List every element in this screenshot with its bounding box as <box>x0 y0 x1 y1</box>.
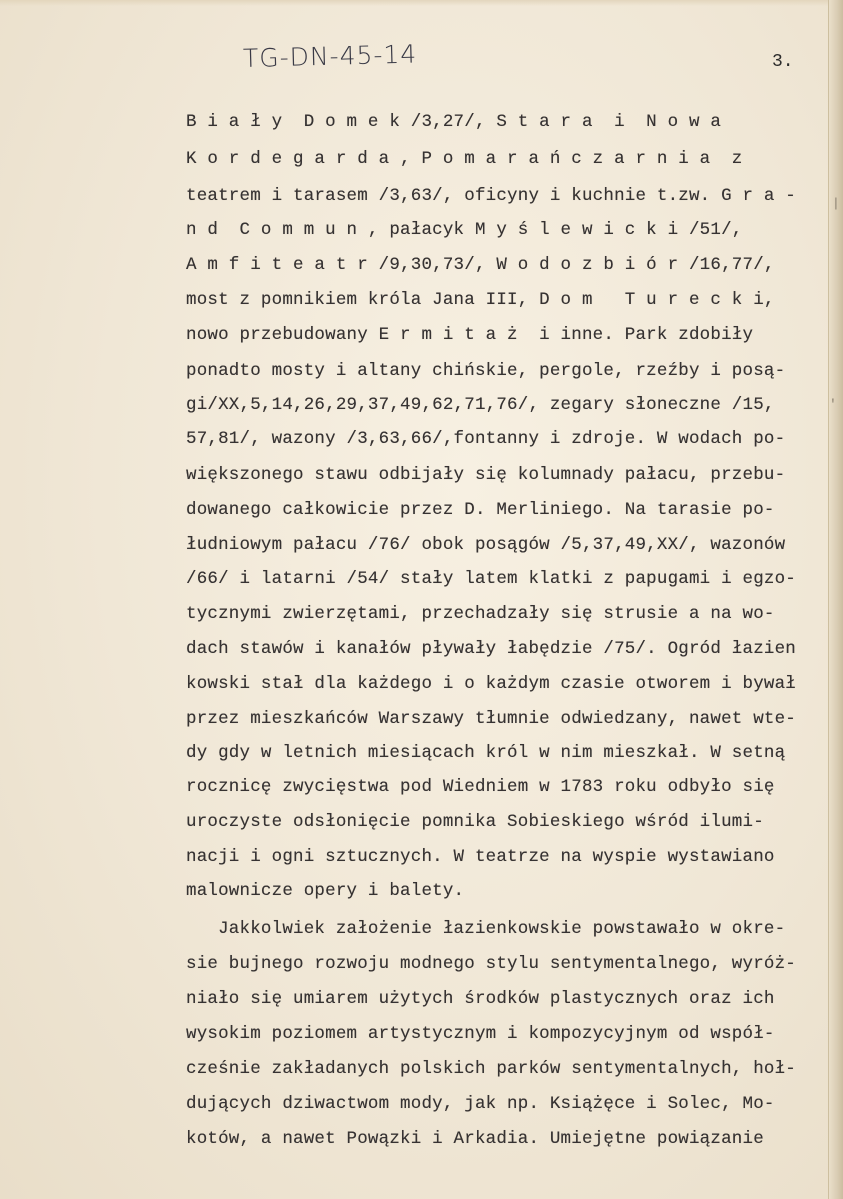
text-line: malownicze opery i balety. <box>186 881 465 901</box>
text-line: /66/ i latarni /54/ stały latem klatki z papugami i egzo- <box>186 569 796 589</box>
text-line: cześnie zakładanych polskich parków sentymentalnych, hoł- <box>186 1059 796 1079</box>
text-line: tycznymi zwierzętami, przechadzały się strusie a na wo- <box>186 604 775 624</box>
page-number: 3. <box>772 52 794 72</box>
text-line: n d C o m m u n , pałacyk M y ś l e w i c k i /51/, <box>186 220 743 240</box>
text-line: ponadto mosty i altany chińskie, pergole, rzeźby i posą- <box>186 361 786 381</box>
text-line: przez mieszkańców Warszawy tłumnie odwiedzany, nawet wte- <box>186 709 796 729</box>
text-line: uroczyste odsłonięcie pomnika Sobieskiego wśród ilumi- <box>186 812 764 832</box>
text-line: wysokim poziomem artystycznym i kompozycyjnym od współ- <box>186 1024 775 1044</box>
text-line: most z pomnikiem króla Jana III, D o m T u r e c k i, <box>186 290 775 310</box>
text-line: Jakkolwiek założenie łazienkowskie powstawało w okre- <box>186 919 786 939</box>
text-line: nacji i ogni sztucznych. W teatrze na wyspie wystawiano <box>186 847 775 867</box>
archive-signature: TG-DN-45-14 <box>242 39 418 73</box>
text-line: gi/XX,5,14,26,29,37,49,62,71,76/, zegary słoneczne /15, <box>186 395 775 415</box>
text-line: kowski stał dla każdego i o każdym czasie otworem i bywał <box>186 674 796 694</box>
page-top-edge <box>0 0 843 6</box>
text-line: dy gdy w letnich miesiącach król w nim mieszkał. W setną <box>186 743 786 763</box>
text-line: dujących dziwactwom mody, jak np. Książęce i Solec, Mo- <box>186 1094 775 1114</box>
text-line: dach stawów i kanałów pływały łabędzie /75/. Ogród łazien <box>186 639 796 659</box>
page-right-edge <box>828 0 843 1199</box>
text-line: łudniowym pałacu /76/ obok posągów /5,37,49,XX/, wazonów <box>186 535 786 555</box>
text-line: sie bujnego rozwoju modnego stylu sentymentalnego, wyróż- <box>186 954 796 974</box>
text-line: nowo przebudowany E r m i t a ż i inne. Park zdobiły <box>186 325 754 345</box>
text-line: kotów, a nawet Powązki i Arkadia. Umiejętne powiązanie <box>186 1129 764 1149</box>
text-line: dowanego całkowicie przez D. Merliniego. Na tarasie po- <box>186 500 775 520</box>
text-line: K o r d e g a r d a , P o m a r a ń c z a r n i a z <box>186 149 743 169</box>
text-line: teatrem i tarasem /3,63/, oficyny i kuchnie t.zw. G r a - <box>186 186 796 206</box>
margin-tick: | <box>832 196 840 211</box>
text-line: 57,81/, wazony /3,63,66/,fontanny i zdroje. W wodach po- <box>186 429 786 449</box>
margin-tick: ' <box>829 397 837 412</box>
text-line: rocznicę zwycięstwa pod Wiedniem w 1783 roku odbyło się <box>186 777 775 797</box>
text-line: większonego stawu odbijały się kolumnady pałacu, przebu- <box>186 465 786 485</box>
text-line: niało się umiarem użytych środków plastycznych oraz ich <box>186 989 775 1009</box>
text-line: A m f i t e a t r /9,30,73/, W o d o z b i ó r /16,77/, <box>186 255 775 275</box>
text-line: B i a ł y D o m e k /3,27/, S t a r a i N o w a <box>186 112 722 132</box>
